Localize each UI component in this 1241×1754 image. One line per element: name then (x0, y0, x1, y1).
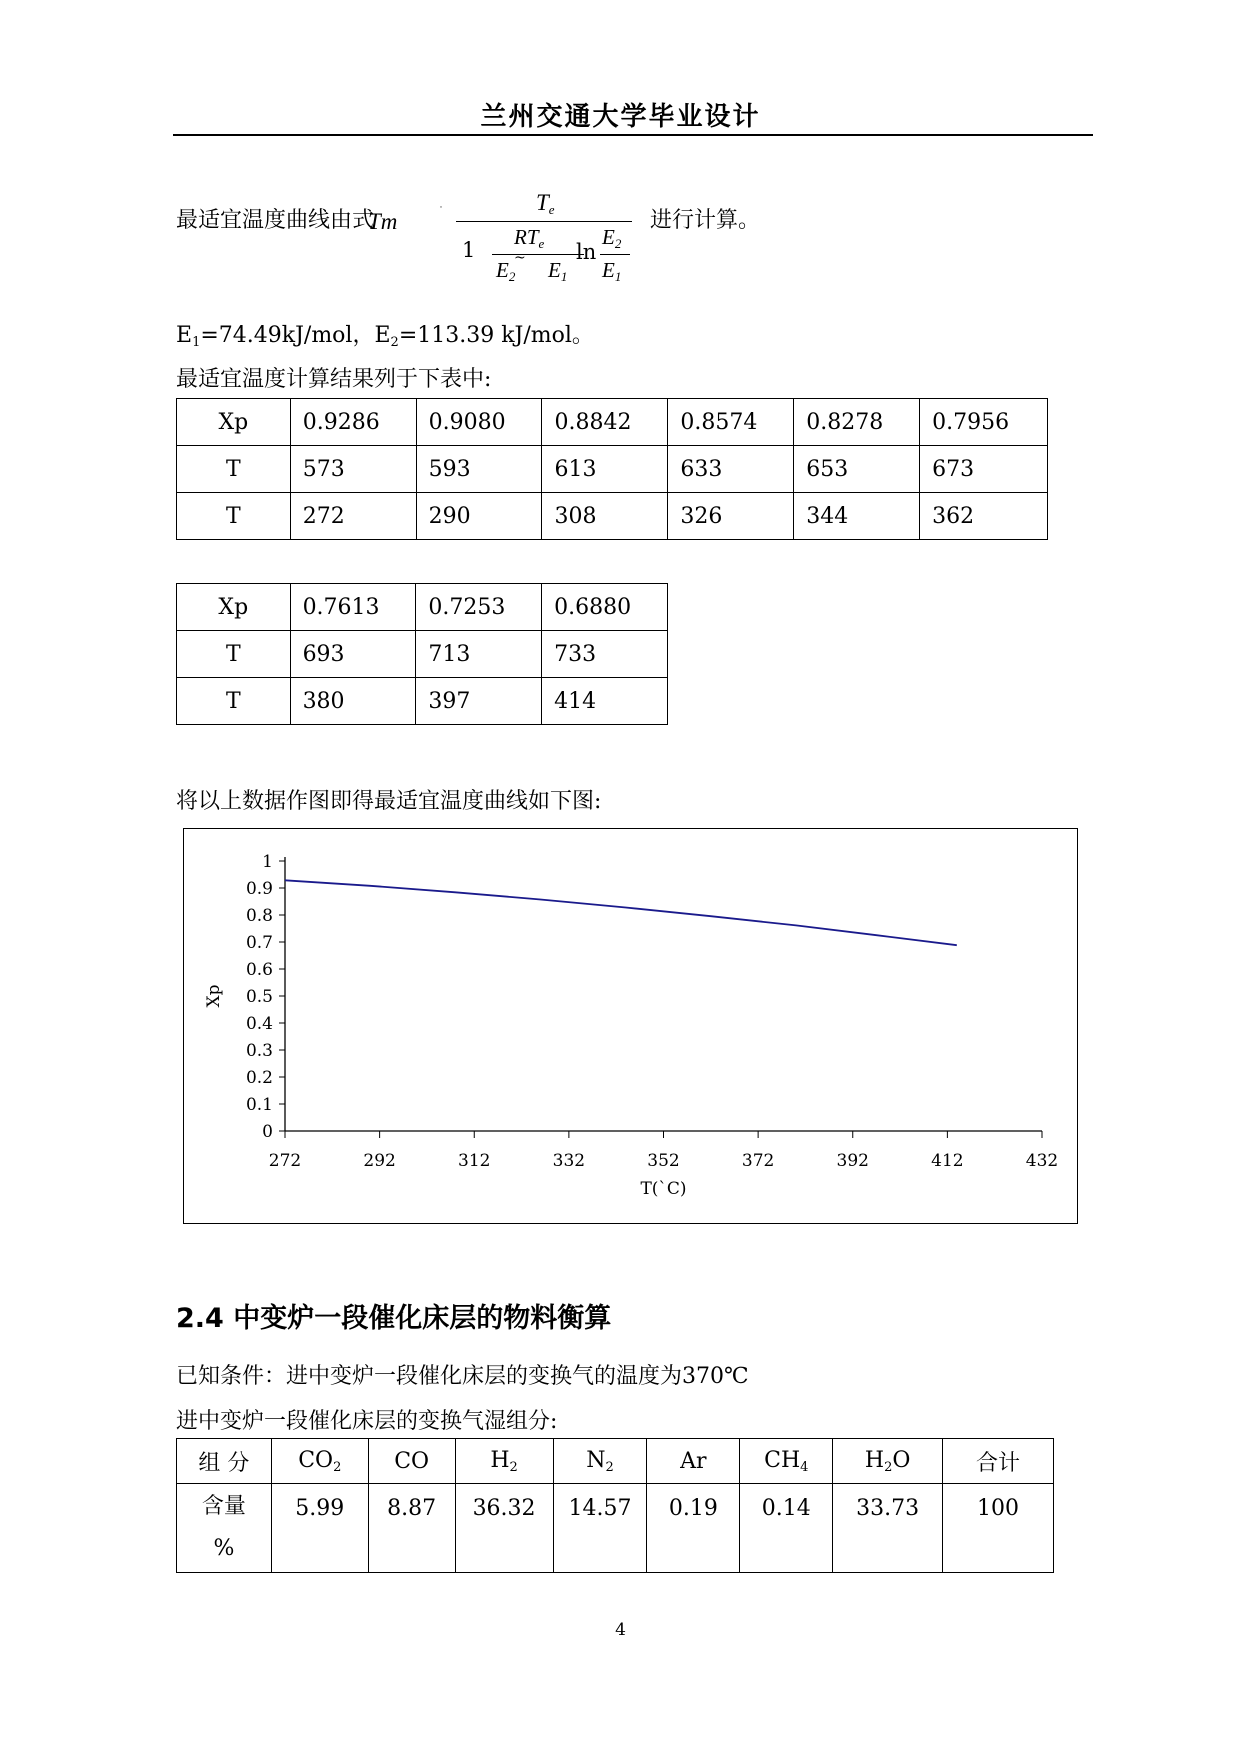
table-row (177, 446, 1048, 493)
y-tick-label: 1 (262, 852, 273, 872)
composition-value-cell: 100 (943, 1484, 1054, 1573)
formula-main-bar (456, 221, 632, 222)
x-tick-label: 412 (931, 1151, 964, 1171)
y-tick-label: 0.9 (245, 879, 273, 899)
x-tick-label: 352 (647, 1151, 680, 1171)
chart-intro: 将以上数据作图即得最适宜温度曲线如下图: (176, 789, 602, 814)
formula-rte: $RT_e$ (514, 225, 545, 251)
page-header-title: 兰州交通大学毕业设计 (480, 102, 761, 132)
formula-ln: ln (576, 240, 597, 264)
row-label-cell: T (177, 493, 291, 540)
table-cell: 0.8842 (542, 399, 668, 446)
x-tick-label: 272 (268, 1151, 302, 1171)
row-label-cell: T (177, 446, 291, 493)
table-row (177, 631, 668, 678)
table-cell: 0.8574 (668, 399, 794, 446)
row-label-cell: T (177, 678, 291, 725)
section-heading: 2.4 中变炉一段催化床层的物料衡算 (176, 1303, 612, 1334)
table-cell: 0.8278 (794, 399, 920, 446)
table1-body (177, 399, 1048, 540)
formula-ln-bar (600, 254, 630, 255)
table-cell: 272 (290, 493, 416, 540)
formula-minus-tilde: ~ (514, 250, 526, 266)
formula-inner-bar (492, 254, 584, 255)
composition-header-row (177, 1439, 1054, 1484)
composition-value-cell: 14.57 (553, 1484, 647, 1573)
table-intro: 最适宜温度计算结果列于下表中: (176, 367, 492, 392)
formula-prefix: 最适宜温度曲线由式 (176, 208, 375, 233)
table-cell: 593 (416, 446, 542, 493)
y-tick-label: 0.1 (245, 1095, 273, 1115)
table-cell: 397 (416, 678, 542, 725)
table-row (177, 399, 1048, 446)
composition-header-cell: 组 分 (177, 1439, 272, 1484)
x-tick-label: 392 (836, 1151, 869, 1171)
y-tick-label: 0.8 (245, 906, 273, 926)
table-cell: 713 (416, 631, 542, 678)
table-cell: 633 (668, 446, 794, 493)
optimal-temperature-table-1 (176, 398, 1048, 540)
table-row (177, 493, 1048, 540)
composition-row-label: 含量 % (177, 1484, 272, 1573)
table-cell: 733 (542, 631, 668, 678)
x-tick-label: 332 (552, 1151, 586, 1171)
table-cell: 414 (542, 678, 668, 725)
x-tick-label: 372 (741, 1151, 775, 1171)
table-cell: 653 (794, 446, 920, 493)
formula-e2-denominator: $E_2$ (496, 258, 516, 284)
composition-header-cell: CO (368, 1439, 455, 1484)
formula-numerator: $T_e$ (536, 190, 555, 217)
table-row (177, 584, 668, 631)
x-axis-label: T(`C) (640, 1179, 687, 1199)
row-label-cell: Xp (177, 399, 291, 446)
composition-value-cell: 0.19 (647, 1484, 740, 1573)
table-cell: 290 (416, 493, 542, 540)
y-tick-label: 0.6 (245, 960, 273, 980)
table-cell: 693 (290, 631, 416, 678)
composition-value-cell: 8.87 (368, 1484, 455, 1573)
optimal-temperature-chart (183, 828, 1078, 1224)
composition-value-cell: 0.14 (740, 1484, 833, 1573)
table-cell: 326 (668, 493, 794, 540)
table-cell: 0.9286 (290, 399, 416, 446)
row-label-cell: T (177, 631, 291, 678)
optimal-temperature-table-2 (176, 583, 668, 725)
series-line (285, 880, 957, 945)
y-tick-label: 0.5 (245, 987, 273, 1007)
formula-one: 1 (462, 238, 476, 262)
composition-header-cell: $CO_2$ (271, 1439, 368, 1484)
table-cell: 573 (290, 446, 416, 493)
x-tick-label: 312 (458, 1151, 491, 1171)
known-conditions: 已知条件：进中变炉一段催化床层的变换气的温度为370℃ (176, 1364, 749, 1389)
x-tick-label: 432 (1025, 1151, 1059, 1171)
table-cell: 0.9080 (416, 399, 542, 446)
page-number: 4 (615, 1620, 626, 1640)
table-cell: 613 (542, 446, 668, 493)
y-tick-label: 0.2 (245, 1068, 273, 1088)
table-cell: 0.6880 (542, 584, 668, 631)
formula-ln-numerator: $E_2$ (602, 225, 622, 251)
table-row (177, 678, 668, 725)
composition-header-cell: $N_2$ (553, 1439, 647, 1484)
composition-value-cell: 5.99 (271, 1484, 368, 1573)
row-label-cell: Xp (177, 584, 291, 631)
composition-value-cell: 33.73 (833, 1484, 943, 1573)
table-cell: 362 (920, 493, 1048, 540)
activation-energies: $E_1=74.49kJ$/mol，$E_2=113.39$ kJ/mol。 (176, 323, 594, 350)
y-tick-label: 0.4 (245, 1014, 273, 1034)
formula-suffix: 进行计算。 (650, 208, 761, 233)
header-rule (173, 134, 1093, 136)
composition-header-cell: $H_2$ (455, 1439, 553, 1484)
composition-header-cell: Ar (647, 1439, 740, 1484)
formula-e1-denominator: $E_1$ (548, 258, 568, 284)
composition-header-cell: $CH_4$ (740, 1439, 833, 1484)
table-cell: 0.7253 (416, 584, 542, 631)
composition-header-cell: 合计 (943, 1439, 1054, 1484)
y-tick-label: 0 (262, 1122, 273, 1142)
formula-ln-denominator: $E_1$ (602, 258, 622, 284)
y-tick-label: 0.3 (245, 1041, 273, 1061)
x-tick-label: 292 (363, 1151, 396, 1171)
gas-composition-table (176, 1438, 1054, 1573)
table-cell: 0.7613 (290, 584, 416, 631)
table-cell: 380 (290, 678, 416, 725)
composition-header-cell: $H_2O$ (833, 1439, 943, 1484)
composition-value-row (177, 1484, 1054, 1573)
composition-intro: 进中变炉一段催化床层的变换气湿组分: (176, 1409, 558, 1434)
formula-lhs: Tm (368, 209, 398, 234)
table2-body (177, 584, 668, 725)
chart-svg (184, 829, 1077, 1223)
composition-value-cell: 36.32 (455, 1484, 553, 1573)
y-axis-label: Xp (204, 984, 224, 1008)
table-cell: 308 (542, 493, 668, 540)
table-cell: 673 (920, 446, 1048, 493)
table-cell: 0.7956 (920, 399, 1048, 446)
y-tick-label: 0.7 (245, 933, 273, 953)
table-cell: 344 (794, 493, 920, 540)
formula-fraction (456, 190, 636, 290)
